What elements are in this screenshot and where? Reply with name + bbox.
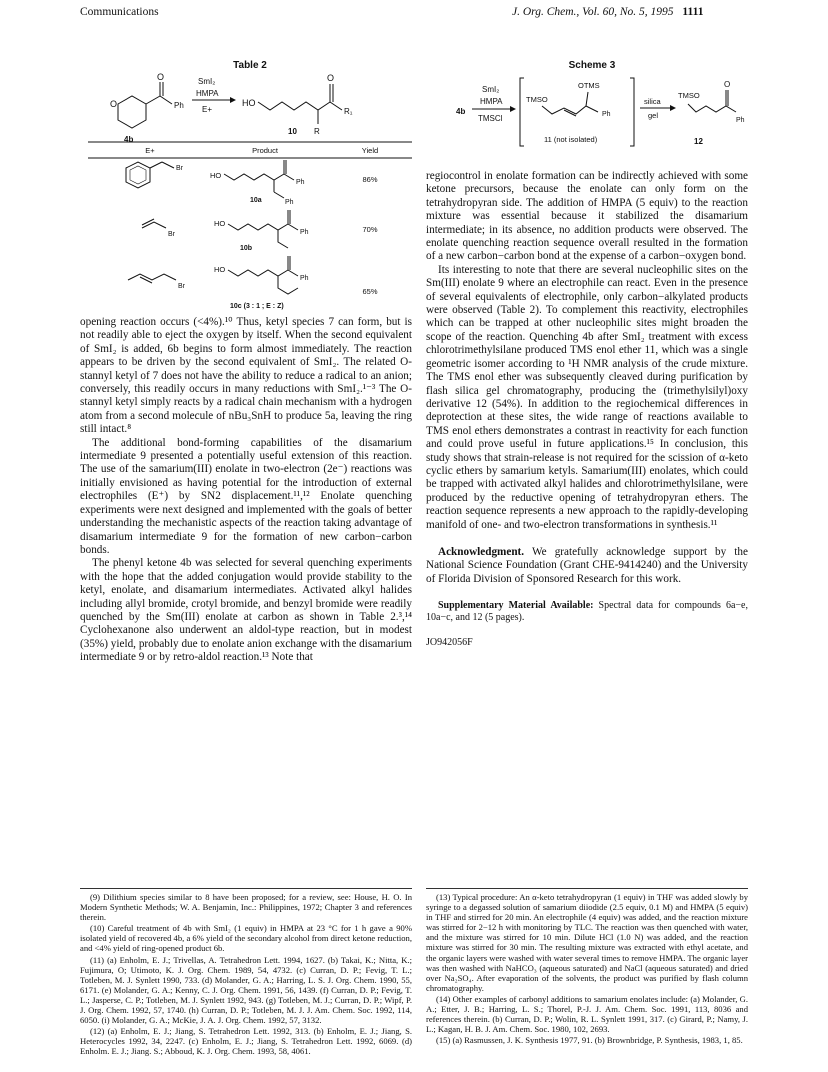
right-column-body [426, 170, 748, 650]
scheme-3-figure [432, 54, 752, 154]
ring-oxygen: O [110, 99, 118, 109]
scheme-3-title: Scheme 3 [568, 60, 616, 71]
right-footnotes [426, 892, 748, 1046]
scheme-3-otms: OTMS [578, 81, 600, 90]
phenyl-label: Ph [174, 101, 184, 110]
reagent-e: E+ [202, 105, 213, 114]
crotyl-bromide-structure [128, 274, 176, 280]
left-paragraph-3: The phenyl ketone 4b was selected for several quenching experiments with the hope that the added conjugation would provide stability to the ketyl, enolate, and disamarium intermediates. Activated alkyl halides including allyl bromide, crotyl bromide, and benzyl bromide were readily quenched by the Sm(III) enolate at carbon as shown in Table 2.³,¹⁴ Cyclohexanone also underwent an aldol-type reaction, but in modest (35%) yield, probably due to enolate anion exchange with the disamarium intermediate 9 or by retro-aldol reaction.¹³ Note that [80, 557, 412, 664]
keto-oxygen: O [157, 72, 165, 82]
manuscript-code: JO942056F [426, 637, 473, 649]
table-2-figure [80, 54, 420, 314]
right-paragraph-1: regiocontrol in enolate formation can be indirectly achieved with some ketone precursors, because the enolate can only form on the tetrahydropyran side. The addition of HMPA (5 equiv) to the reaction mixture was essential because it stabilized the disamarium intermediate; in its absence, no addition products were observed. The enolate quenching reaction sequence overall resulted in the formation of a new carbon−carbon bond at the expense of a carbon−oxygen bond. [426, 170, 748, 263]
product-label-10: 10 [288, 127, 297, 136]
scheme-3-tmso: TMSO [526, 95, 548, 104]
row-1-ph2: Ph [285, 199, 294, 206]
row-1-electrophile: Br [176, 165, 183, 172]
scheme-3-reagent-1: SmI₂ [482, 85, 500, 94]
right-footnote-rule [426, 888, 748, 889]
scheme-3-step2-line1: silica [644, 97, 661, 106]
start-label-4b: 4b [124, 135, 134, 144]
journal-citation: J. Org. Chem., Vol. 60, No. 5, 1995 [512, 6, 674, 18]
reagent-smi2: SmI₂ [198, 77, 216, 86]
reagent-hmpa: HMPA [196, 89, 219, 98]
footnote-10: (10) Careful treatment of 4b with SmI₂ (1 equiv) in HMPA at 23 °C for 1 h gave a 90% isolated yield of recovered 4b, a 6% yield of the secondary alcohol from direct ketone reduction, and <4% yield of ring-opened product 6b. [80, 923, 412, 954]
supplementary-heading: Supplementary Material Available: [438, 600, 594, 612]
row-1-yield: 86% [362, 175, 378, 184]
scheme-3-int-ph: Ph [602, 111, 611, 118]
footnote-13: (13) Typical procedure: An α-keto tetrahydropyran (1 equiv) in THF was added slowly by syringe to a degassed solution of samarium diiodide (2.5 equiv, 0.1 M) and HMPA (5 equiv) in THF and stirred for 20 min. An electrophile (4 equiv) was added, and the reaction mixture was stirred for 2−12 h with monitoring by TLC. The reaction was then quenched with water, and the mixture was stirred for 10 min. Dilute HCl (1.0 N) was added, and the reaction mixture was stirred for 30 min. The resulting mixture was extracted with ethyl acetate, and the organic layers were washed with water several times to remove HMPA. The organic layer was then washed with NaHCO₃ (aqueous saturated) and NaCl (aqueous saturated) and dried over Na₂SO₄. After evaporation of the solvents, the product was purified by flash column chromatography. [426, 892, 748, 993]
benzyl-bromide-structure [126, 162, 174, 188]
row-2-yield: 70% [362, 225, 378, 234]
acknowledgment-heading: Acknowledgment. [438, 545, 525, 558]
row-1-product-label: 10a [250, 197, 262, 204]
row-3-ph: Ph [300, 275, 309, 282]
row-2-ph: Ph [300, 229, 309, 236]
row-2-product-label: 10b [240, 245, 253, 252]
footnote-14: (14) Other examples of carbonyl additions to samarium enolates include: (a) Molander, G. A.; Etter, J. B.; Harring, L. S.; Thorel, P.-J. J. Am. Chem. Soc. 1991, 113, 8036 and references therein. (b) Curran, D. P.; Wolin, R. L. Synlett 1991, 317. (c) Girard, P.; Namy, J. L.; Kagan, H. B. J. Am. Chem. Soc. 1980, 102, 2693. [426, 993, 748, 1035]
scheme-3-reagent-2: HMPA [480, 97, 503, 106]
acknowledgment [426, 546, 748, 586]
left-paragraph-1: opening reaction occurs (<4%).¹⁰ Thus, ketyl species 7 can form, but is not readily able to eject the oxygen by itself. When the second equivalent of SmI₂ is added, 6b begins to form almost immediately. The reaction appears to be driven by the second equivalent of SmI₂. The related O-stannyl ketyl of 7 does not have the ability to reduce a radical to an anion; conversely, this readily occurs in many reductions with SmI₂.¹⁻³ The O-stannyl ketyl simply reacts by a radical chain mechanism with a hydrogen atom from a second molecule of nBu₃SnH to produce 5a, leaving the ring still intact.⁸ [80, 316, 412, 436]
row-1-ph: Ph [296, 179, 305, 186]
product-keto-o: O [327, 73, 335, 83]
footnote-11: (11) (a) Enholm, E. J.; Trivellas, A. Tetrahedron Lett. 1994, 1627. (b) Takai, K.; Nitta, K.; Fujimura, O; Utimoto, K. J. Org. Chem. 1989, 54, 4732. (c) Curran, D. P.; Fevig, T. L.; Totleben, M. J. Synlett 1990, 733. (d) Molander, G. A.; Harring, L. S. J. Org. Chem. 1990, 55, 6171. (e) Molander, G. A.; Kenny, C. J. Org. Chem. 1991, 56, 1439. (f) Curran, D. P.; Fevig, T. L.; Jasperse, C. P.; Totleben, M. J. Synlett 1992, 943. (g) Totleben, M. J.; Curran, D. P.; Wipf, P. J. Org. Chem. 1992, 57, 1740. (h) Curran, D. P.; Totleben, M. J. J. Am. Chem. Soc. 1992, 114, 6050. (i) Molander, G. A.; McKie, J. A. J. Org. Chem. 1992, 57, 3132. [80, 954, 412, 1026]
footnote-12: (12) (a) Enholm, E. J.; Jiang, S. Tetrahedron Lett. 1992, 313. (b) Enholm, E. J.; Jiang, S. Heterocycles 1992, 34, 2247. (c) Enholm, E. J.; Jiang, S. Tetrahedron Lett. 1992, 6069. (d) Enholm. E. J.; Jiang. S.; Abboud, K. J. Org. Chem. 1993, 58, 4061. [80, 1026, 412, 1057]
row-3-electrophile: Br [178, 283, 185, 290]
col-header-e: E+ [145, 146, 155, 155]
product-ho: HO [242, 98, 256, 108]
thp-ketone-structure [118, 82, 172, 128]
scheme-3-product-tmso: TMSO [678, 91, 700, 100]
product-chain [258, 102, 330, 110]
supplementary-material [426, 600, 748, 624]
scheme-3-step2-line2: gel [648, 111, 659, 120]
footnote-9: (9) Dilithium species similar to 8 have been proposed; for a review, see: House, H. O. In Modern Synthetic Methods; W. A. Benjamin, Inc.: Philippines, 1972; Chapter 3 and references therein. [80, 892, 412, 923]
acknowledgment-text: We gratefully acknowledge support by the National Science Foundation (Grant CHE-9414240) and the University of Florida Division of Sponsored Research for this work. [426, 545, 748, 585]
row-1-ho: HO [210, 171, 222, 180]
scheme-3-product-ph: Ph [736, 117, 745, 124]
scheme-3-product-o: O [724, 80, 731, 89]
left-footnote-rule [80, 888, 412, 889]
scheme-3-product-label: 12 [694, 137, 703, 146]
left-paragraph-2: The additional bond-forming capabilities of the disamarium intermediate 9 presented a potentially useful extension of this reaction. The use of the samarium(III) enolate in two-electron (2e⁻) reactions was initially envisioned as having potential for the introduction of external electrophiles (E⁺) by SN2 displacement.¹¹,¹² Enolate quenching experiments were next designed and implemented with the goals of better understanding the mechanistic aspects of the reaction taking advantage of disamarium intermediate 9 for the formation of new carbon−carbon bonds. [80, 436, 412, 556]
right-paragraph-2: Its interesting to note that there are several nucleophilic sites on the Sm(III) enolate 9 where an electrophile can react. Even in the presence of several equivalents of electrophile, only carbon−alkylated products were observed (Table 2). To complement this reactivity, electrophiles which can be trapped at other nucleophilic sites might broaden the scope of the reaction. Quenching 4b after SmI₂ treatment with excess chlorotrimethylsilane produced TMS enol ether 11, which was a single geometric isomer according to ¹H NMR analysis of the crude mixture. The TMS enol ether was subsequently cleaved during purification by flash silica gel chromatography, producing the (trimethylsilyl)oxy derivative 12 (54%). In addition to the regiochemical differences in deprotection at these sites, the wide range of reactions available to TMS enol ethers demonstrates a contrast in reactivity for each function and could prove useful in future applications.¹⁵ In conclusion, this study shows that strain-release is not required for the scission of α-keto cyclic ethers by samarium ketyls. Samarium(III) enolates, which could be trapped with activated alkyl halides and chlorotrimethylsilane, were produced by the reductive opening of tetrahydropyran ethers. The reaction sequence represents a new approach to the rapidly-developing manifold of one- and two-electron transformations in synthesis.¹¹ [426, 263, 748, 531]
running-head-left: Communications [80, 6, 159, 18]
col-header-yield: Yield [361, 146, 379, 155]
product-r1: R₁ [344, 107, 353, 116]
row-2-electrophile: Br [168, 231, 175, 238]
page-number: 1111 [682, 6, 704, 18]
scheme-3-reagent-3: TMSCl [478, 114, 503, 123]
product-r: R [314, 127, 320, 136]
footnote-15: (15) (a) Rasmussen, J. K. Synthesis 1977, 91. (b) Brownbridge, P. Synthesis, 1983, 1, 85. [436, 1035, 743, 1046]
scheme-3-intermediate-label: 11 (not isolated) [544, 135, 598, 144]
scheme-3-start-label: 4b [456, 107, 466, 116]
row-3-ho: HO [214, 265, 226, 274]
left-column-body [80, 316, 412, 665]
col-header-product: Product [252, 146, 278, 155]
row-2-ho: HO [214, 219, 226, 228]
left-footnotes [80, 892, 412, 1058]
row-3-product-label: 10c (3 : 1 ; E : Z) [230, 303, 284, 310]
supplementary-text: Spectral data for compounds 6a−e, 10a−c, and 12 (5 pages). [426, 600, 748, 624]
running-head-right [512, 6, 704, 18]
table-2-title: Table 2 [233, 60, 267, 71]
row-3-yield: 65% [362, 287, 378, 296]
